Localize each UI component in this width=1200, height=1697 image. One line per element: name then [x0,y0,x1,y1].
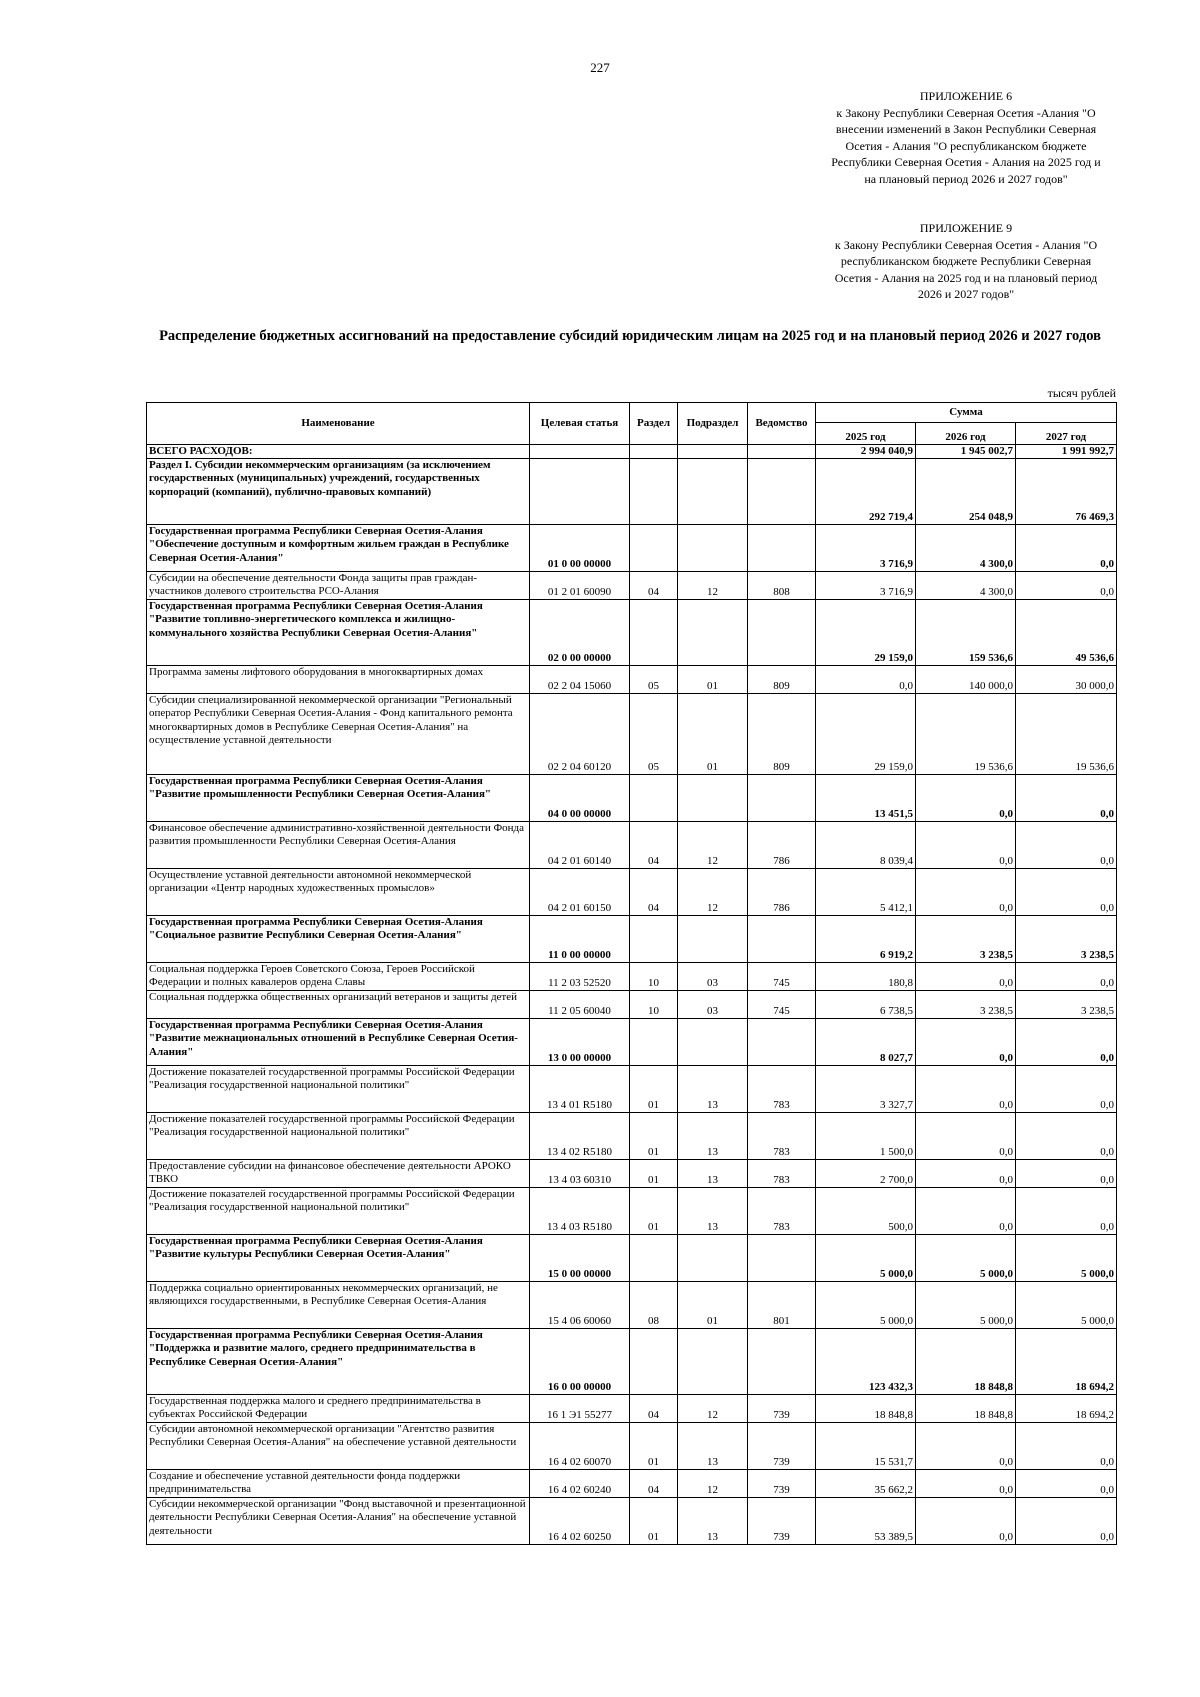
row-department [748,1235,816,1282]
row-sum-2025: 1 500,0 [816,1113,916,1160]
document-title: Распределение бюджетных ассигнований на предоставление субсидий юридическим лицам на 2025 год и на плановый период 2026 и 2027 годов [159,328,1101,344]
row-section: 10 [630,991,678,1019]
table-row [147,991,1117,1019]
table-row [147,1066,1117,1113]
row-department [748,1329,816,1395]
row-sum-2026: 0,0 [916,1423,1016,1470]
row-sum-2027: 0,0 [1016,822,1117,869]
row-target-article: 04 2 01 60140 [530,822,630,869]
row-sum-2026: 0,0 [916,1188,1016,1235]
row-sum-2025: 3 716,9 [816,525,916,572]
row-sum-2027: 0,0 [1016,1423,1117,1470]
row-sum-2027: 5 000,0 [1016,1282,1117,1329]
row-sum-2027: 30 000,0 [1016,666,1117,694]
row-target-article: 16 4 02 60250 [530,1498,630,1545]
row-department [748,459,816,525]
row-target-article: 13 4 03 R5180 [530,1188,630,1235]
row-subsection: 12 [678,1470,748,1498]
row-section: 04 [630,869,678,916]
row-subsection [678,445,748,459]
row-subsection: 12 [678,869,748,916]
row-section [630,525,678,572]
row-sum-2026: 3 238,5 [916,916,1016,963]
row-section [630,600,678,666]
row-sum-2026: 0,0 [916,1470,1016,1498]
row-target-article: 01 0 00 00000 [530,525,630,572]
row-sum-2027: 0,0 [1016,1019,1117,1066]
row-sum-2026: 0,0 [916,1066,1016,1113]
row-section: 01 [630,1113,678,1160]
table-row [147,1498,1117,1545]
row-name: Субсидии некоммерческой организации "Фонд выставочной и презентационной деятельности Республики Северная Осетия-Алания" на обеспечение уставной деятельности [147,1498,530,1545]
header-year-2026: 2026 год [916,423,1016,445]
budget-table-body [147,445,1117,1545]
row-section [630,916,678,963]
row-sum-2027: 3 238,5 [1016,916,1117,963]
row-subsection: 03 [678,963,748,991]
row-section [630,1235,678,1282]
row-department: 808 [748,572,816,600]
table-row [147,1423,1117,1470]
row-subsection: 01 [678,694,748,775]
row-sum-2027: 0,0 [1016,1470,1117,1498]
header-section: Раздел [630,403,678,445]
row-sum-2025: 35 662,2 [816,1470,916,1498]
row-name: Социальная поддержка общественных организаций ветеранов и защиты детей [147,991,530,1019]
row-department: 745 [748,963,816,991]
row-department: 739 [748,1395,816,1423]
row-sum-2025: 5 000,0 [816,1282,916,1329]
row-sum-2025: 8 039,4 [816,822,916,869]
row-section [630,775,678,822]
row-name: Осуществление уставной деятельности автономной некоммерческой организации «Центр народных художественных промыслов» [147,869,530,916]
table-row [147,1470,1117,1498]
row-target-article: 15 4 06 60060 [530,1282,630,1329]
row-target-article: 16 0 00 00000 [530,1329,630,1395]
table-row [147,666,1117,694]
row-name: Государственная программа Республики Северная Осетия-Алания "Развитие топливно-энергетического комплекса и жилищно-коммунального хозяйства Республики Северная Осетия-Алания" [147,600,530,666]
row-sum-2026: 0,0 [916,1019,1016,1066]
row-subsection [678,600,748,666]
row-target-article: 02 2 04 15060 [530,666,630,694]
row-subsection [678,775,748,822]
row-sum-2027: 0,0 [1016,963,1117,991]
row-department: 783 [748,1188,816,1235]
header-year-2025: 2025 год [816,423,916,445]
row-sum-2026: 0,0 [916,822,1016,869]
row-subsection: 13 [678,1423,748,1470]
table-row [147,1282,1117,1329]
row-name: Государственная программа Республики Северная Осетия-Алания "Обеспечение доступным и комфортным жильем граждан в Республике Северная Осетия-Алания" [147,525,530,572]
page-number: 227 [590,60,610,75]
header-name: Наименование [147,403,530,445]
total-row [147,445,1117,459]
table-row [147,1019,1117,1066]
row-name: Социальная поддержка Героев Советского Союза, Героев Российской Федерации и полных кавалеров ордена Славы [147,963,530,991]
row-sum-2025: 18 848,8 [816,1395,916,1423]
row-target-article: 16 1 Э1 55277 [530,1395,630,1423]
row-sum-2025: 2 994 040,9 [816,445,916,459]
row-sum-2026: 5 000,0 [916,1235,1016,1282]
row-subsection [678,1235,748,1282]
row-name: Создание и обеспечение уставной деятельности фонда поддержки предпринимательства [147,1470,530,1498]
row-target-article: 13 4 02 R5180 [530,1113,630,1160]
row-section: 05 [630,694,678,775]
table-row [147,600,1117,666]
row-sum-2025: 180,8 [816,963,916,991]
row-name: Субсидии специализированной некоммерческой организации "Региональный оператор Республики Северная Осетия-Алания - Фонд капитального ремонта многоквартирных домов в Республике Северная Осетия-Алания" на осуществление уставной деятельности [147,694,530,775]
row-sum-2026: 254 048,9 [916,459,1016,525]
row-name: Государственная программа Республики Северная Осетия-Алания "Поддержка и развитие малого, среднего предпринимательства в Республике Северная Осетия-Алания" [147,1329,530,1395]
row-section: 01 [630,1188,678,1235]
row-sum-2026: 0,0 [916,869,1016,916]
table-row [147,459,1117,525]
row-target-article: 13 4 01 R5180 [530,1066,630,1113]
row-section [630,1329,678,1395]
row-name: Достижение показателей государственной программы Российской Федерации "Реализация государственной национальной политики" [147,1188,530,1235]
table-row [147,822,1117,869]
row-department: 786 [748,869,816,916]
row-target-article: 01 2 01 60090 [530,572,630,600]
table-row [147,963,1117,991]
row-target-article: 04 2 01 60150 [530,869,630,916]
header-department: Ведомство [748,403,816,445]
row-department: 739 [748,1498,816,1545]
appendix-9-title: ПРИЛОЖЕНИЕ 9 [919,221,1013,235]
row-sum-2026: 140 000,0 [916,666,1016,694]
row-target-article: 11 0 00 00000 [530,916,630,963]
header-sum: Сумма [816,403,1117,423]
row-name: Государственная поддержка малого и среднего предпринимательства в субъектах Российской Федерации [147,1395,530,1423]
row-sum-2027: 5 000,0 [1016,1235,1117,1282]
row-section: 04 [630,822,678,869]
row-sum-2027: 0,0 [1016,572,1117,600]
row-department [748,525,816,572]
row-target-article: 16 4 02 60070 [530,1423,630,1470]
appendix-6-text: к Закону Республики Северная Осетия -Алания "О внесении изменений в Закон Республики Северная Осетия - Алания "О республиканском бюджете Республики Северная Осетия - Алания на 2025 год и на плановый период 2026 и 2027 годов" [831,105,1101,186]
row-target-article: 15 0 00 00000 [530,1235,630,1282]
row-sum-2026: 3 238,5 [916,991,1016,1019]
table-row [147,694,1117,775]
row-sum-2027: 3 238,5 [1016,991,1117,1019]
row-name: Поддержка социально ориентированных некоммерческих организаций, не являющихся государственными, в Республике Северная Осетия-Алания [147,1282,530,1329]
appendix-9-text: к Закону Республики Северная Осетия - Алания "О республиканском бюджете Республики Северная Осетия - Алания на 2025 год и на плановый период 2026 и 2027 годов" [834,237,1098,301]
row-name: ВСЕГО РАСХОДОВ: [147,445,530,459]
row-subsection: 13 [678,1066,748,1113]
row-target-article: 11 2 03 52520 [530,963,630,991]
row-department: 809 [748,666,816,694]
row-subsection: 13 [678,1498,748,1545]
row-sum-2027: 0,0 [1016,775,1117,822]
row-section: 04 [630,572,678,600]
row-target-article: 04 0 00 00000 [530,775,630,822]
header-subsection: Подраздел [678,403,748,445]
row-sum-2025: 0,0 [816,666,916,694]
row-sum-2026: 19 536,6 [916,694,1016,775]
row-section: 05 [630,666,678,694]
row-sum-2025: 500,0 [816,1188,916,1235]
table-row [147,916,1117,963]
row-sum-2026: 4 300,0 [916,525,1016,572]
row-sum-2026: 4 300,0 [916,572,1016,600]
row-department [748,1019,816,1066]
row-sum-2027: 0,0 [1016,1498,1117,1545]
row-sum-2025: 3 716,9 [816,572,916,600]
row-sum-2027: 19 536,6 [1016,694,1117,775]
row-sum-2025: 3 327,7 [816,1066,916,1113]
row-name: Субсидии автономной некоммерческой организации "Агентство развития Республики Северная Осетия-Алания" на обеспечение уставной деятельности [147,1423,530,1470]
row-target-article: 13 0 00 00000 [530,1019,630,1066]
row-section: 04 [630,1395,678,1423]
row-subsection [678,916,748,963]
row-sum-2025: 29 159,0 [816,694,916,775]
row-sum-2025: 123 432,3 [816,1329,916,1395]
row-sum-2026: 0,0 [916,1113,1016,1160]
row-name: Субсидии на обеспечение деятельности Фонда защиты прав граждан-участников долевого строительства РСО-Алания [147,572,530,600]
row-section [630,1019,678,1066]
row-sum-2026: 0,0 [916,775,1016,822]
table-row [147,1235,1117,1282]
row-sum-2025: 29 159,0 [816,600,916,666]
header-target-article: Целевая статья [530,403,630,445]
row-subsection: 12 [678,572,748,600]
row-sum-2025: 6 738,5 [816,991,916,1019]
row-sum-2025: 8 027,7 [816,1019,916,1066]
row-department: 786 [748,822,816,869]
row-name: Программа замены лифтового оборудования в многоквартирных домах [147,666,530,694]
row-section: 10 [630,963,678,991]
row-sum-2027: 0,0 [1016,1113,1117,1160]
row-name: Государственная программа Республики Северная Осетия-Алания "Развитие промышленности Республики Северная Осетия-Алания" [147,775,530,822]
row-department: 739 [748,1423,816,1470]
table-row [147,525,1117,572]
table-row [147,1160,1117,1188]
row-section: 01 [630,1066,678,1113]
row-sum-2025: 13 451,5 [816,775,916,822]
row-name: Достижение показателей государственной программы Российской Федерации "Реализация государственной национальной политики" [147,1113,530,1160]
row-name: Государственная программа Республики Северная Осетия-Алания "Развитие межнациональных отношений в Республике Северная Осетия-Алания" [147,1019,530,1066]
table-row [147,1395,1117,1423]
units-label: тысяч рублей [1047,386,1116,400]
row-sum-2027: 0,0 [1016,1188,1117,1235]
table-row [147,1113,1117,1160]
row-department: 783 [748,1160,816,1188]
row-department [748,916,816,963]
row-name: Государственная программа Республики Северная Осетия-Алания "Социальное развитие Республики Северная Осетия-Алания" [147,916,530,963]
row-sum-2027: 49 536,6 [1016,600,1117,666]
table-row [147,869,1117,916]
row-sum-2026: 5 000,0 [916,1282,1016,1329]
row-sum-2025: 2 700,0 [816,1160,916,1188]
row-sum-2025: 15 531,7 [816,1423,916,1470]
row-sum-2026: 0,0 [916,1160,1016,1188]
row-target-article [530,459,630,525]
row-target-article: 11 2 05 60040 [530,991,630,1019]
budget-table [146,402,1117,1545]
row-sum-2025: 53 389,5 [816,1498,916,1545]
row-department: 801 [748,1282,816,1329]
row-department: 783 [748,1113,816,1160]
row-section: 01 [630,1160,678,1188]
row-target-article [530,445,630,459]
row-department [748,445,816,459]
row-department: 783 [748,1066,816,1113]
row-sum-2025: 292 719,4 [816,459,916,525]
table-row [147,572,1117,600]
row-sum-2026: 1 945 002,7 [916,445,1016,459]
row-department: 745 [748,991,816,1019]
row-subsection [678,1329,748,1395]
row-sum-2027: 76 469,3 [1016,459,1117,525]
row-sum-2027: 0,0 [1016,525,1117,572]
row-subsection [678,525,748,572]
appendix-6-title: ПРИЛОЖЕНИЕ 6 [919,89,1013,103]
row-section: 08 [630,1282,678,1329]
header-year-2027: 2027 год [1016,423,1117,445]
table-row [147,1188,1117,1235]
row-name: Предоставление субсидии на финансовое обеспечение деятельности АРОКО ТВКО [147,1160,530,1188]
row-sum-2027: 18 694,2 [1016,1395,1117,1423]
row-section: 01 [630,1423,678,1470]
row-sum-2027: 0,0 [1016,1160,1117,1188]
row-section: 01 [630,1498,678,1545]
row-subsection: 13 [678,1113,748,1160]
row-sum-2027: 18 694,2 [1016,1329,1117,1395]
row-sum-2027: 0,0 [1016,869,1117,916]
row-subsection: 12 [678,822,748,869]
row-subsection: 01 [678,666,748,694]
row-name: Государственная программа Республики Северная Осетия-Алания "Развитие культуры Республики Северная Осетия-Алания" [147,1235,530,1282]
row-subsection: 03 [678,991,748,1019]
row-section: 04 [630,1470,678,1498]
appendix-9-note [826,220,1106,303]
row-subsection: 13 [678,1160,748,1188]
row-section [630,445,678,459]
row-subsection: 01 [678,1282,748,1329]
row-sum-2027: 1 991 992,7 [1016,445,1117,459]
row-subsection [678,1019,748,1066]
row-sum-2026: 0,0 [916,963,1016,991]
row-department [748,775,816,822]
row-sum-2025: 5 412,1 [816,869,916,916]
row-section [630,459,678,525]
table-row [147,775,1117,822]
row-name: Достижение показателей государственной программы Российской Федерации "Реализация государственной национальной политики" [147,1066,530,1113]
row-name: Раздел I. Субсидии некоммерческим организациям (за исключением государственных (муниципальных) учреждений, государственных корпораций (компаний), публично-правовых компаний) [147,459,530,525]
row-subsection: 13 [678,1188,748,1235]
row-subsection [678,459,748,525]
row-name: Финансовое обеспечение административно-хозяйственной деятельности Фонда развития промышленности Республики Северная Осетия-Алания [147,822,530,869]
appendix-6-note [826,88,1106,187]
row-target-article: 02 2 04 60120 [530,694,630,775]
row-target-article: 02 0 00 00000 [530,600,630,666]
row-sum-2026: 18 848,8 [916,1395,1016,1423]
row-sum-2026: 0,0 [916,1498,1016,1545]
row-sum-2026: 18 848,8 [916,1329,1016,1395]
row-target-article: 16 4 02 60240 [530,1470,630,1498]
row-sum-2025: 6 919,2 [816,916,916,963]
row-sum-2027: 0,0 [1016,1066,1117,1113]
row-target-article: 13 4 03 60310 [530,1160,630,1188]
row-department: 739 [748,1470,816,1498]
row-sum-2026: 159 536,6 [916,600,1016,666]
table-row [147,1329,1117,1395]
row-department: 809 [748,694,816,775]
row-department [748,600,816,666]
row-sum-2025: 5 000,0 [816,1235,916,1282]
row-subsection: 12 [678,1395,748,1423]
